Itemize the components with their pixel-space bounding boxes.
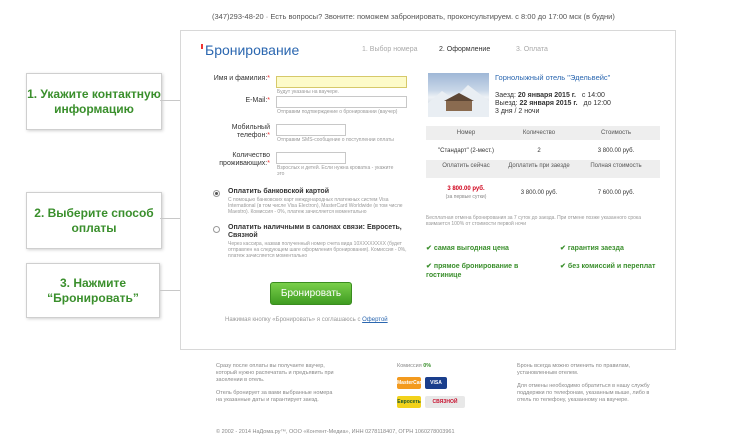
guests-hint: Взрослых и детей. Если нужна кроватка - укажите это [277,165,394,177]
footer-cancel-text: Бронь всегда можно отменить по правилам, установленным отелем. [517,363,631,376]
support-phone-text: (347)293-48-20 · Есть вопросы? Звоните: поможем забронировать, проконсультируем. с 8:00 до 17:00 мск (в будни) [212,12,615,21]
step-1: 1. Выбор номера [362,46,418,53]
footer-copyright: © 2002 - 2014 НаДома.ру™, ООО «Контент-Медиа», ИНН 0278118407, ОГРН 1060278003961 [216,429,455,435]
callout-step-2: 2. Выберите способ оплаты [26,192,162,249]
page-title: Бронирование [205,42,300,58]
name-input[interactable] [276,76,407,88]
hotel-photo-graphic [428,73,489,117]
email-input[interactable] [276,96,407,108]
cancel-note: Бесплатная отмена бронирования за 7 суток до заезда. При отмене позже указанного срока взимается 100% от стоимости первой ночи [426,215,642,227]
col-pay-later: Доплатить при заезде [508,163,570,169]
pay-cash-desc: Через кассира, назвав полученный номер счета вида 10XXXXXXXX (будет отправлен на следующем шаге оформления бронирования). Комиссия - 0%, платеж зачисляется моментально [228,241,407,259]
room-type: "Стандарт" (2-мест.) [438,148,494,154]
hotel-photo [428,73,489,117]
euroset-logo: Евросеть [397,396,421,408]
checkout-row: Выезд: 22 января 2015 г. до 12:00 [495,100,611,107]
total-amount: 7 600.00 руб. [597,190,635,196]
feature-no-commission: ✔ без комиссий и переплат [560,263,656,270]
guests-label: Количество проживающих:* [219,152,270,167]
pay-card-radio[interactable] [213,190,220,197]
name-label: Имя и фамилия:* [213,75,270,82]
col-quantity: Количество [522,130,556,136]
pay-later-amount: 3 800.00 руб. [520,190,558,196]
offer-link[interactable]: Офертой [362,317,388,323]
phone-input[interactable] [276,124,346,136]
name-hint: Будут указаны на ваучере. [277,89,340,95]
check-icon: ✔ [426,245,432,252]
checkin-row: Заезд: 20 января 2015 г. с 14:00 [495,92,605,99]
footer-commission: Комиссия 0% [397,363,432,369]
col-price: Стоимость [600,130,632,136]
footer-guarantee-text: Отель бронирует за вами выбранные номера на указанные даты и гарантирует заезд. [216,390,333,403]
hotel-name[interactable]: Горнолыжный отель "Эдельвейс" [495,73,611,82]
pay-cash-radio[interactable] [213,226,220,233]
step-3: 3. Оплата [516,46,548,53]
terms-text: Нажимая кнопку «Бронировать» я соглашаюсь с Офертой [225,317,388,323]
pay-now-amount: 3 800.00 руб. [447,186,485,192]
callout-step-1: 1. Укажите контактную информацию [26,73,162,130]
title-marker [201,44,203,49]
col-pay-now: Оплатить сейчас [442,163,490,169]
stay-duration: 3 дня / 2 ночи [495,108,540,115]
pay-now-note: (за первые сутки) [445,194,487,200]
pay-cash-title[interactable]: Оплатить наличными в салонах связи: Евросеть, Связной [228,224,402,239]
callout-step-3: 3. Нажмите “Бронировать” [26,263,160,318]
feature-direct-booking: ✔ прямое бронирование в гостинице [426,263,519,279]
col-total: Полная стоимость [590,163,642,169]
mastercard-logo: MasterCard [397,377,421,389]
pay-card-desc: С помощью банковских карт международных платежных систем Visa International (в том числе Visa Electron), MasterCard Worldwide (в том числе Maestro). Комиссия - 0%, платеж зачисляется моментально [228,197,403,215]
visa-logo: VISA [425,377,447,389]
feature-best-price: ✔ самая выгодная цена [426,245,509,252]
email-label: E-Mail:* [245,97,270,104]
email-hint: Отправим подтверждение о бронировании (ваучер) [277,109,398,115]
book-button[interactable]: Бронировать [270,282,352,305]
step-2: 2. Оформление [439,46,491,53]
footer-voucher-text: Сразу после оплаты вы получаете ваучер, который нужно распечатать и предъявить при заселении в отель. [216,363,334,383]
svyaznoy-logo: СВЯЗНОЙ [425,396,465,408]
room-price: 3 800.00 руб. [597,148,635,154]
footer-support-text: Для отмены необходимо обратиться в нашу службу поддержки по телефонам, указанным выше, либо в отель по телефону, указанному на ваучере. [517,383,650,403]
phone-label: Мобильный телефон:* [231,124,270,139]
guests-input[interactable] [276,152,346,164]
phone-hint: Отправим SMS-сообщение о поступлении оплаты [277,137,394,143]
room-quantity: 2 [537,148,541,154]
feature-guarantee: ✔ гарантия заезда [560,245,624,252]
col-room: Номер [456,130,476,136]
pay-card-title[interactable]: Оплатить банковской картой [228,188,330,195]
check-icon: ✔ [560,245,566,252]
check-icon: ✔ [426,263,432,270]
check-icon: ✔ [560,263,566,270]
